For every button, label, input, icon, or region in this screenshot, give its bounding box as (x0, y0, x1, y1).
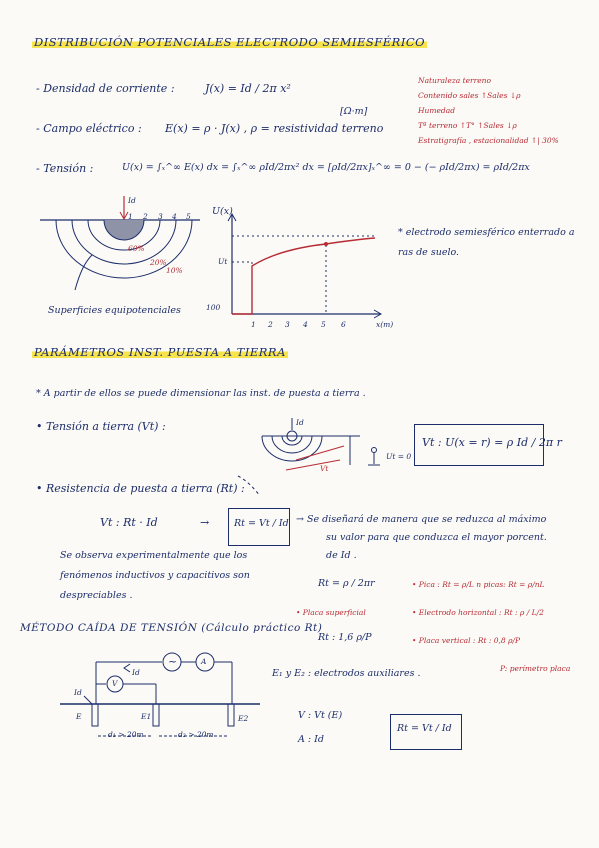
sketch-pct: 20% (150, 258, 167, 267)
sketch-current: Id (128, 196, 136, 205)
graph-y100: 100 (206, 303, 221, 312)
ac-source-symbol: ~ (168, 655, 178, 668)
field-formula: E(x) = ρ · J(x) , ρ = resistividad terreno (165, 122, 384, 135)
earth-voltage-formula: Vt : U(x = r) = ρ Id / 2π r (422, 436, 562, 449)
electrode-e: E (76, 712, 82, 721)
ammeter-symbol: A (201, 657, 207, 666)
plate-vertical: • Placa vertical : Rt : 0,8 ρ/P (412, 636, 521, 645)
sketch-pct: 10% (166, 266, 183, 275)
electrode-note: * electrodo semiesférico enterrado a ras de suelo. (398, 227, 575, 258)
sketch-tick: 3 (158, 212, 163, 221)
horizontal-electrode: • Electrodo horizontal : Rt : ρ / L/2 (412, 608, 544, 617)
sketch-tick: 5 (186, 212, 191, 221)
legend-ammeter: A : Id (298, 734, 324, 745)
graph-ymark: Ut (218, 257, 228, 266)
electrode-e2: E2 (238, 714, 249, 723)
factor-item: Estratigrafía , estacionalidad ↑| 30% (418, 136, 559, 145)
resistance-label: • Resistencia de puesta a tierra (Rt) : (36, 482, 245, 495)
sketch-tick: 2 (143, 212, 148, 221)
resistance-formula: Rt = Vt / Id (234, 518, 289, 529)
distance-d2: d₂ > 20m (178, 730, 214, 739)
graph-xtick: 4 (303, 320, 308, 329)
surface-note: Superficies equipotenciales (48, 305, 181, 316)
resistance-eq: Vt : Rt · Id (100, 516, 158, 529)
sketch-tick: 4 (172, 212, 177, 221)
sketch-tick: 1 (128, 212, 133, 221)
factor-item: Humedad (418, 106, 455, 115)
sketch-pct: 60% (128, 244, 145, 253)
neglect-note: despreciables . (60, 590, 133, 601)
graph-xlabel: x(m) (376, 320, 394, 329)
diagram-ut: Ut = 0 (386, 452, 412, 461)
factor-item: Naturaleza terreno (418, 76, 491, 85)
density-formula: J(x) = Id / 2π x² (205, 82, 291, 95)
factor-item: Contenido sales ↑Sales ↓ρ (418, 91, 521, 100)
field-unit: [Ω·m] (340, 106, 368, 117)
field-label: - Campo eléctrico : (36, 122, 142, 135)
aux-electrodes-note: E₁ y E₂ : electrodos auxiliares . (272, 668, 421, 679)
voltage-formula: U(x) = ∫ₓ^∞ E(x) dx = ∫ₓ^∞ ρId/2πx² dx = [ρId/2πx]ₓ^∞ = 0 − (− ρId/2πx) = ρId/2πx (122, 162, 530, 173)
section-title-parameters: PARÁMETROS INST. PUESTA A TIERRA (34, 345, 286, 359)
arrow: → (200, 516, 210, 529)
perimeter-note: P: perímetro placa (500, 664, 571, 673)
section-title-potentials: DISTRIBUCIÓN POTENCIALES ELECTRODO SEMIESFÉRICO (34, 35, 426, 49)
neglect-note: fenómenos inductivos y capacitivos son (60, 570, 250, 581)
graph-xtick: 6 (341, 320, 346, 329)
resistance-note: de Id . (326, 550, 357, 561)
density-label: - Densidad de corriente : (36, 82, 175, 95)
circuit-id-top: Id (132, 668, 140, 677)
resistance-note: → Se diseñará de manera que se reduzca al máximo (296, 514, 547, 525)
factor-item: Tª terreno ↑T° ↑Sales ↓ρ (418, 121, 517, 130)
section-title-method: MÉTODO CAÍDA DE TENSIÓN (Cálculo práctico Rt) (20, 622, 323, 634)
graph-xtick: 5 (321, 320, 326, 329)
hemisphere-formula: Rt = ρ / 2πr (318, 578, 375, 589)
diagram-vt: Vt (320, 464, 329, 473)
plate-surface-label: • Placa superficial (296, 608, 366, 617)
neglect-note: Se observa experimentalmente que los (60, 550, 248, 561)
voltmeter-symbol: V (112, 679, 118, 688)
circuit-id-left: Id (74, 688, 82, 697)
graph-ylabel: U(x) (212, 206, 233, 217)
earth-voltage-label: • Tensión a tierra (Vt) : (36, 420, 166, 433)
graph-xtick: 1 (251, 320, 256, 329)
graph-xtick: 3 (285, 320, 290, 329)
intro-text: * A partir de ellos se puede dimensionar las inst. de puesta a tierra . (36, 388, 366, 399)
plate-surface-formula: Rt : 1,6 ρ/P (318, 632, 372, 643)
method-formula: Rt = Vt / Id (397, 723, 452, 734)
legend-voltmeter: V : Vt (E) (298, 710, 343, 721)
resistance-note: su valor para que conduzca el mayor porcent. (326, 532, 547, 543)
voltage-label: - Tensión : (36, 162, 94, 175)
electrode-e1: E1 (141, 712, 152, 721)
diagram-id: Id (296, 418, 304, 427)
distance-d1: d₁ > 20m (108, 730, 144, 739)
pica-formula: • Pica : Rt = ρ/L n picas: Rt = ρ/nL (412, 580, 545, 589)
graph-xtick: 2 (268, 320, 273, 329)
